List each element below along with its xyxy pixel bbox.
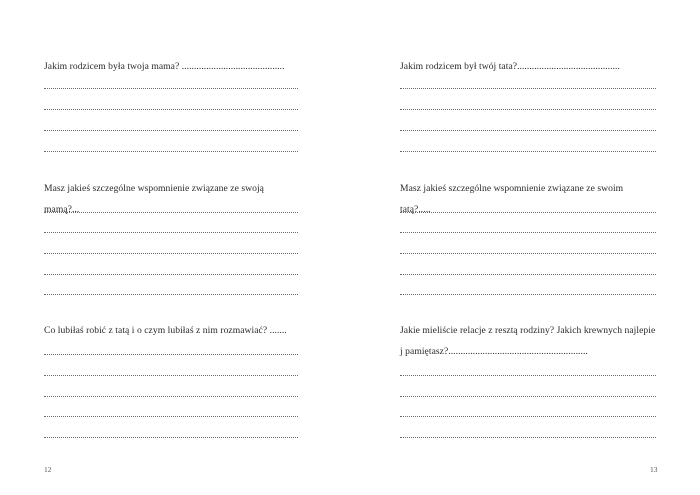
answer-line[interactable] [44, 253, 298, 254]
answer-line[interactable] [400, 130, 656, 131]
question-family-relations: Jakie mieliście relacje z resztą rodziny? Jakich krewnych najlepiej pamiętasz?......................................................... [400, 325, 656, 357]
answer-line[interactable] [44, 375, 298, 376]
answer-line[interactable] [400, 375, 656, 376]
page-number: 13 [650, 465, 658, 474]
answer-line[interactable] [44, 88, 298, 89]
answer-line[interactable] [44, 354, 298, 355]
answer-line[interactable] [400, 294, 656, 295]
answer-line[interactable] [44, 232, 298, 233]
answer-line[interactable] [44, 130, 298, 131]
answer-line[interactable] [44, 212, 298, 213]
question-mother-memory: Masz jakieś szczególne wspomnienie związane ze swoją mamą?... [44, 183, 267, 215]
answer-line[interactable] [400, 274, 656, 275]
answer-line[interactable] [44, 274, 298, 275]
answer-line[interactable] [44, 437, 298, 438]
question-mother-parent: Jakim rodzicem była twoja mama? .......................................... [44, 61, 285, 72]
answer-line[interactable] [44, 109, 298, 110]
answer-line[interactable] [400, 437, 656, 438]
answer-line[interactable] [44, 294, 298, 295]
answer-line[interactable] [400, 212, 656, 213]
right-page [350, 0, 700, 495]
answer-line[interactable] [44, 151, 298, 152]
answer-line[interactable] [400, 232, 656, 233]
question-father-memory: Masz jakieś szczególne wspomnienie związane ze swoim tatą?..... [400, 183, 626, 215]
answer-line[interactable] [44, 396, 298, 397]
answer-line[interactable] [400, 88, 656, 89]
answer-line[interactable] [400, 396, 656, 397]
question-father-parent: Jakim rodzicem był twój tata?.......................................... [400, 61, 620, 72]
page-number: 12 [44, 465, 52, 474]
answer-line[interactable] [400, 151, 656, 152]
answer-line[interactable] [44, 416, 298, 417]
answer-line[interactable] [400, 416, 656, 417]
answer-line[interactable] [400, 109, 656, 110]
question-father-activities: Co lubiłaś robić z tatą i o czym lubiłaś z nim rozmawiać? ....... [44, 325, 287, 336]
answer-line[interactable] [400, 253, 656, 254]
